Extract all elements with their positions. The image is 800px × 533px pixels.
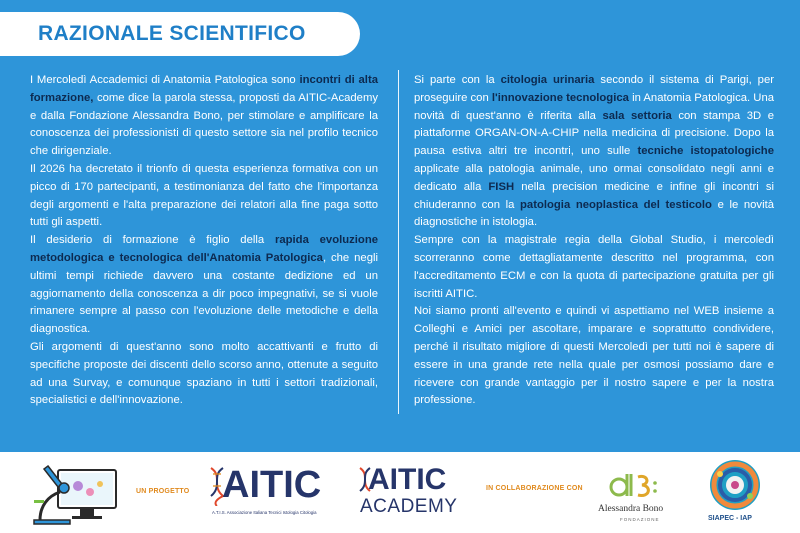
column-divider <box>398 70 399 414</box>
right-column <box>414 72 774 410</box>
bold-text: sala settoria <box>602 109 672 122</box>
left-paragraph-4: Gli argomenti di quest'anno sono molto accattivanti e frutto di specifiche proposte dei discenti dello scorso anno, ottenute a seguito ad una Survay, e comunque spaziano in tutti i settori tradizionali, specialistici e dell'innovazione. <box>30 340 378 407</box>
ab-monogram-icon <box>608 470 660 500</box>
ab-foundation-sub: FONDAZIONE <box>620 517 660 522</box>
footer-logos <box>0 452 800 533</box>
bold-text: patologia neoplastica del testicolo <box>520 198 712 211</box>
text-run: e le novità diagnostiche in istologia. <box>414 198 775 229</box>
text-run: in Anatomia Patologica. Una novità di quest'anno è riferita alla <box>414 91 775 122</box>
page-title: RAZIONALE SCIENTIFICO <box>38 22 306 45</box>
ab-foundation-name: Alessandra Bono <box>598 504 664 514</box>
bold-text: FISH <box>488 180 515 193</box>
text-run: secondo il sistema di Parigi, per proseguire con <box>414 74 774 104</box>
bold-text: rapida evoluzione metodologica e tecnologica dell'Anatomia Patologica <box>30 234 379 264</box>
left-column <box>30 72 378 410</box>
right-paragraph-2: Sempre con la magistrale regia della Global Studio, i mercoledì scorreranno come dettagliatamente descritto nel programma, con l'accreditamento ECM e con la quota di partecipazione gratuita per gli iscritti AITIC. <box>414 234 774 300</box>
text-run: , che negli ultimi tempi richiede davvero una costante dedizione ed un aggiornamento della conoscenza a dir poco impegnativi, se si vuole rimanere sempre al passo con l'evoluzione delle metodiche e della diagnostica. <box>30 251 379 336</box>
title-banner <box>0 12 360 56</box>
bold-text: l'innovazione tecnologica <box>491 91 629 104</box>
text-run: nella precision medicine e infine gli incontri si chiuderanno con la <box>414 180 774 211</box>
text-run: I Mercoledì Accademici di Anatomia Patologica sono <box>30 74 300 86</box>
right-paragraph-1 <box>414 72 774 232</box>
left-paragraph-2: Il 2026 ha decretato il trionfo di questa esperienza formativa con un picco di 170 partecipanti, a testimonianza del fatto che l'importanza degli argomenti e l'alta preparazione dei relatori alla fine paga sotto tutti gli aspetti. <box>30 162 378 229</box>
text-run: applicate alla patologia animale, uno ormai consolidato negli anni e dedicato alla <box>414 162 774 193</box>
text-run: con stampa 3D e piattaforme ORGAN-ON-A-CHIP nella medicina di precisione. Dopo la pausa estiva altri tre incontri, uno sulle <box>414 109 774 158</box>
bold-text: citologia urinaria <box>500 74 595 86</box>
left-paragraph-1 <box>30 72 378 161</box>
collaboration-label: IN COLLABORAZIONE CON <box>486 485 583 492</box>
bold-text: tecniche istopatologiche <box>637 145 774 158</box>
academy-logo-top: AITIC <box>368 463 447 496</box>
aitic-logo-text: AITIC <box>222 464 322 506</box>
text-run: Si parte con la <box>414 74 501 86</box>
siapec-emblem-icon <box>708 458 762 512</box>
bold-text: incontri di alta formazione, <box>30 74 378 104</box>
academy-logo-bottom: ACADEMY <box>360 496 458 517</box>
aitic-subtitle: A.T.I.S. Associazione Italiana Tecnici Istologia Citologia <box>212 510 317 515</box>
text-run: come dice la parola stessa, proposti da AITIC-Academy e dalla Fondazione Alessandra Bono, per stimolare e amplificare la conoscenza dei professionisti di questo settore sia nel profilo tecnico che dirigenziale. <box>30 91 378 158</box>
project-label: UN PROGETTO <box>136 488 190 495</box>
text-run: Il desiderio di formazione è figlio della <box>30 234 275 247</box>
microscope-computer-icon <box>30 462 120 526</box>
siapec-label: SIAPEC - IAP <box>708 515 752 522</box>
left-paragraph-3 <box>30 232 378 339</box>
right-paragraph-3: Noi siamo pronti all'evento e quindi vi aspettiamo nel WEB insieme a Colleghi e Amici per ascoltare, imparare e soprattutto condividere, perché il risultato migliore di questi Mercoledì per tutti noi è sapere di essere in una grande rete nella quale per osmosi possiamo dare e ricevere con grande vantaggio per il nostro sapere e per la nostra professione. <box>414 305 774 407</box>
